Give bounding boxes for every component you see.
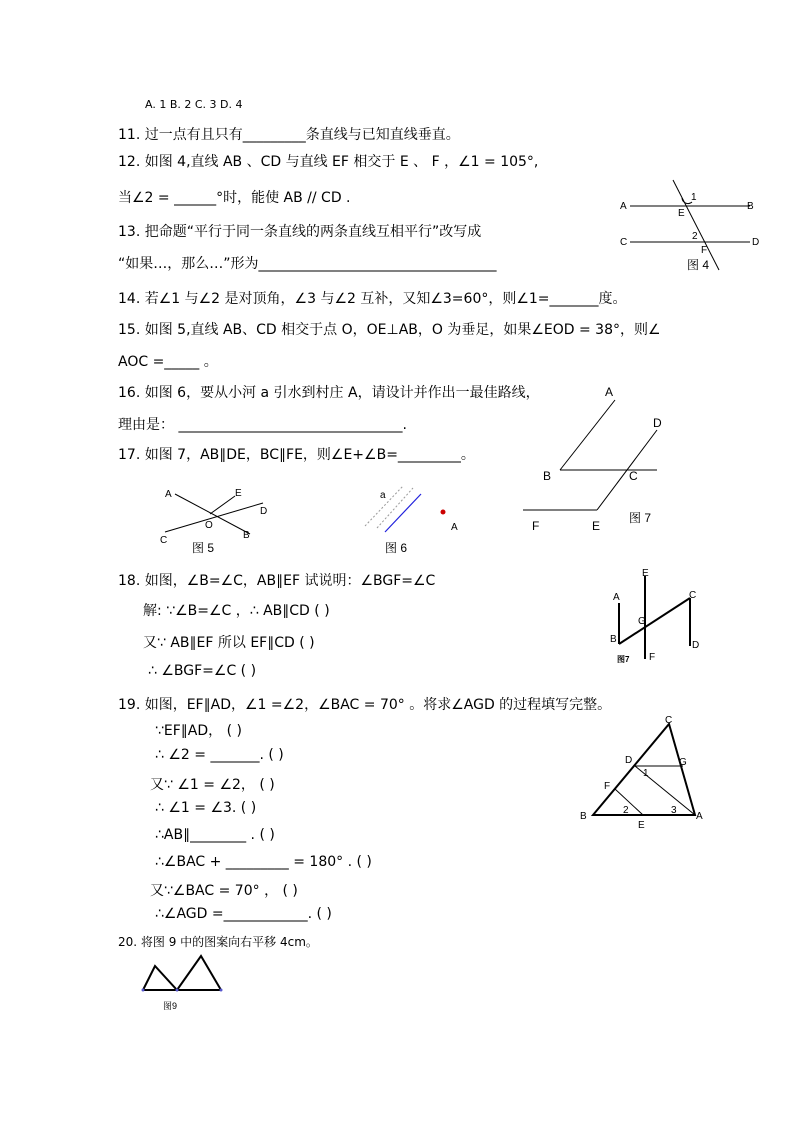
question-18-step3: ∴ ∠BGF=∠C ( )	[148, 663, 257, 679]
question-19-step5: ∴AB∥________ . ( )	[155, 827, 275, 843]
question-19-step8: ∴∠AGD =____________. ( )	[155, 906, 332, 922]
figure-q19	[575, 712, 710, 832]
question-14: 14. 若∠1 与∠2 是对顶角，∠3 与∠2 互补，又知∠3=60°，则∠1=_______度。	[118, 291, 627, 307]
figure-7	[515, 380, 675, 536]
question-19-step1: ∵EF∥AD， ( )	[155, 723, 242, 739]
question-18: 18. 如图，∠B=∠C，AB∥EF 试说明：∠BGF=∠C	[118, 573, 436, 589]
question-18-step2: 又∵ AB∥EF 所以 EF∥CD ( )	[143, 635, 315, 651]
question-13-line2: “如果…，那么…”形为__________________________________	[118, 256, 497, 272]
fig7-label-e: E	[592, 519, 601, 533]
fig4-label-b: B	[747, 201, 754, 212]
fig18-label-g: G	[638, 616, 646, 627]
fig19-label-d: D	[625, 755, 633, 766]
fig5-label-c: C	[160, 535, 168, 546]
fig19-label-f: F	[604, 781, 611, 792]
fig4-label-c: C	[620, 237, 628, 248]
question-19-step6: ∴∠BAC + _________ = 180° . ( )	[155, 854, 372, 870]
fig6-label-a: a	[380, 490, 386, 501]
fig4-label-e: E	[678, 208, 685, 219]
fig5-label-e: E	[235, 488, 242, 499]
fig19-label-2: 2	[623, 805, 629, 816]
question-18-step1: 解: ∵∠B=∠C ，∴ AB∥CD ( )	[143, 603, 330, 619]
fig4-label-a: A	[620, 201, 627, 212]
question-15-line2: AOC =_____ 。	[118, 354, 218, 370]
fig19-label-b: B	[580, 811, 587, 822]
fig5-caption: 图 5	[192, 541, 215, 555]
fig7-label-d: D	[653, 416, 662, 430]
question-17: 17. 如图 7，AB∥DE，BC∥FE，则∠E+∠B=_________。	[118, 447, 475, 463]
fig9-caption: 图9	[163, 1001, 178, 1011]
fig5-label-d: D	[260, 506, 268, 517]
question-13-line1: 13. 把命题“平行于同一条直线的两条直线互相平行”改写成	[118, 224, 482, 240]
fig19-label-1: 1	[643, 768, 649, 779]
fig19-label-c: C	[665, 715, 673, 726]
fig18-label-f: F	[649, 652, 656, 663]
fig4-label-1: 1	[691, 192, 697, 203]
fig19-label-a: A	[696, 811, 703, 822]
question-19-step7: 又∵∠BAC = 70° ， ( )	[150, 883, 298, 899]
figure-5	[155, 484, 275, 560]
figure-4	[615, 176, 765, 276]
question-12-line2: 当∠2 = ______°时，能使 AB // CD .	[118, 190, 351, 206]
figure-6	[355, 476, 465, 560]
fig6-label-village: A	[451, 522, 458, 533]
fig7-label-a: A	[605, 385, 614, 399]
fig18-caption: 图7	[617, 655, 630, 664]
fig19-label-g: G	[679, 757, 687, 768]
question-11: 11. 过一点有且只有_________条直线与已知直线垂直。	[118, 127, 460, 143]
question-12-line1: 12. 如图 4,直线 AB 、CD 与直线 EF 相交于 E 、 F ，∠1 = 105°,	[118, 154, 539, 170]
fig18-label-a: A	[613, 592, 620, 603]
figure-9	[135, 952, 230, 1014]
fig19-label-e: E	[638, 820, 645, 831]
question-16-line2: 理由是： ________________________________.	[118, 417, 407, 433]
fig18-label-b: B	[610, 634, 617, 645]
fig5-label-a: A	[165, 489, 172, 500]
fig5-label-o: O	[205, 520, 213, 531]
question-19: 19. 如图，EF∥AD，∠1 =∠2，∠BAC = 70° 。将求∠AGD 的过程填写完整。	[118, 697, 612, 713]
question-16-line1: 16. 如图 6，要从小河 a 引水到村庄 A，请设计并作出一最佳路线，	[118, 385, 540, 401]
fig4-label-f: F	[701, 245, 708, 256]
fig7-caption: 图 7	[629, 511, 652, 525]
question-15-line1: 15. 如图 5,直线 AB、CD 相交于点 O，OE⊥AB，O 为垂足，如果∠EOD = 38°，则∠	[118, 322, 661, 338]
fig4-label-d: D	[752, 237, 760, 248]
q10-choices: A. 1 B. 2 C. 3 D. 4	[145, 98, 243, 111]
fig7-label-b: B	[543, 469, 552, 483]
fig19-label-3: 3	[671, 805, 677, 816]
fig4-caption: 图 4	[687, 258, 710, 272]
question-19-step3: 又∵ ∠1 = ∠2， ( )	[150, 777, 275, 793]
fig18-label-e: E	[642, 568, 649, 579]
fig7-label-c: C	[629, 469, 638, 483]
fig5-label-b: B	[243, 530, 250, 541]
question-20: 20. 将图 9 中的图案向右平移 4cm。	[118, 935, 318, 949]
fig6-caption: 图 6	[385, 541, 408, 555]
fig7-label-f: F	[532, 519, 540, 533]
question-19-step2: ∴ ∠2 = _______. ( )	[155, 747, 284, 763]
fig18-label-c: C	[689, 590, 697, 601]
fig18-label-d: D	[692, 640, 700, 651]
question-19-step4: ∴ ∠1 = ∠3. ( )	[155, 800, 257, 816]
figure-q18	[605, 566, 705, 666]
fig4-label-2: 2	[692, 231, 698, 242]
